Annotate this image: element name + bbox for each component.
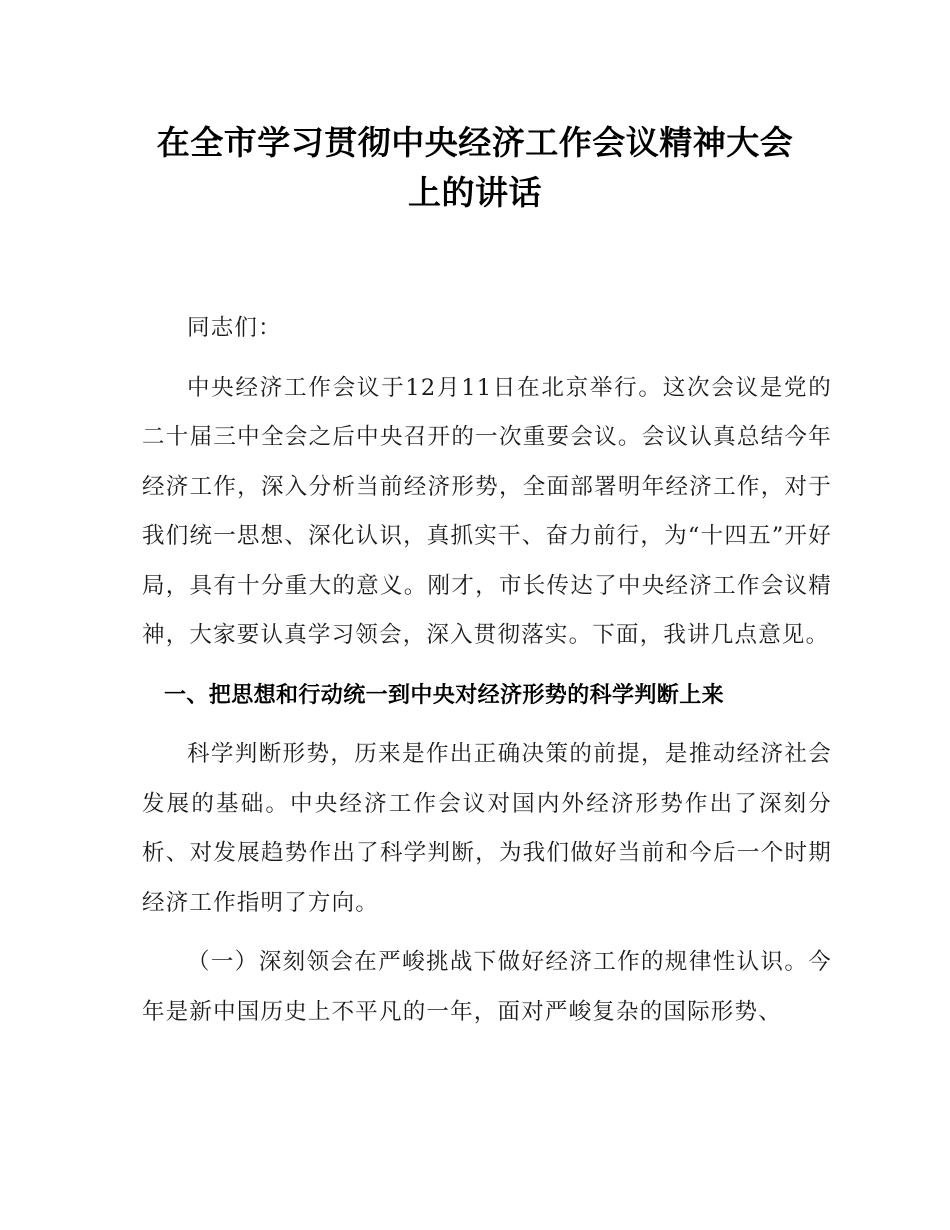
document-title (110, 118, 840, 218)
title-line-2: 上的讲话 (408, 173, 542, 212)
section-1-paragraph-1: 科学判断形势，历来是作出正确决策的前提，是推动经济社会发展的基础。中央经济工作会议对国内外经济形势作出了深刻分析、对发展趋势作出了科学判断，为我们做好当前和今后一个时期经济工作指明了方向。 (142, 741, 832, 916)
intro-paragraph: 中央经济工作会议于12月11日在北京举行。这次会议是党的二十届三中全会之后中央召开的一次重要会议。会议认真总结今年经济工作，深入分析当前经济形势，全面部署明年经济工作，对于我们统一思想、深化认识，真抓实干、奋力前行，为“十四五”开好局，具有十分重大的意义。刚才，市长传达了中央经济工作会议精神，大家要认真学习领会，深入贯彻落实。下面，我讲几点意见。 (142, 374, 832, 648)
document-body (142, 304, 832, 1047)
salutation: 同志们： (187, 315, 282, 341)
section-heading-1: 一、把思想和行动统一到中央对经济形势的科学判断上来 (164, 682, 725, 708)
section-1-paragraph-2: （一）深刻领会在严峻挑战下做好经济工作的规律性认识。今年是新中国历史上不平凡的一年，面对严峻复杂的国际形势、 (142, 949, 832, 1025)
title-line-1: 在全市学习贯彻中央经济工作会议精神大会 (156, 123, 794, 162)
